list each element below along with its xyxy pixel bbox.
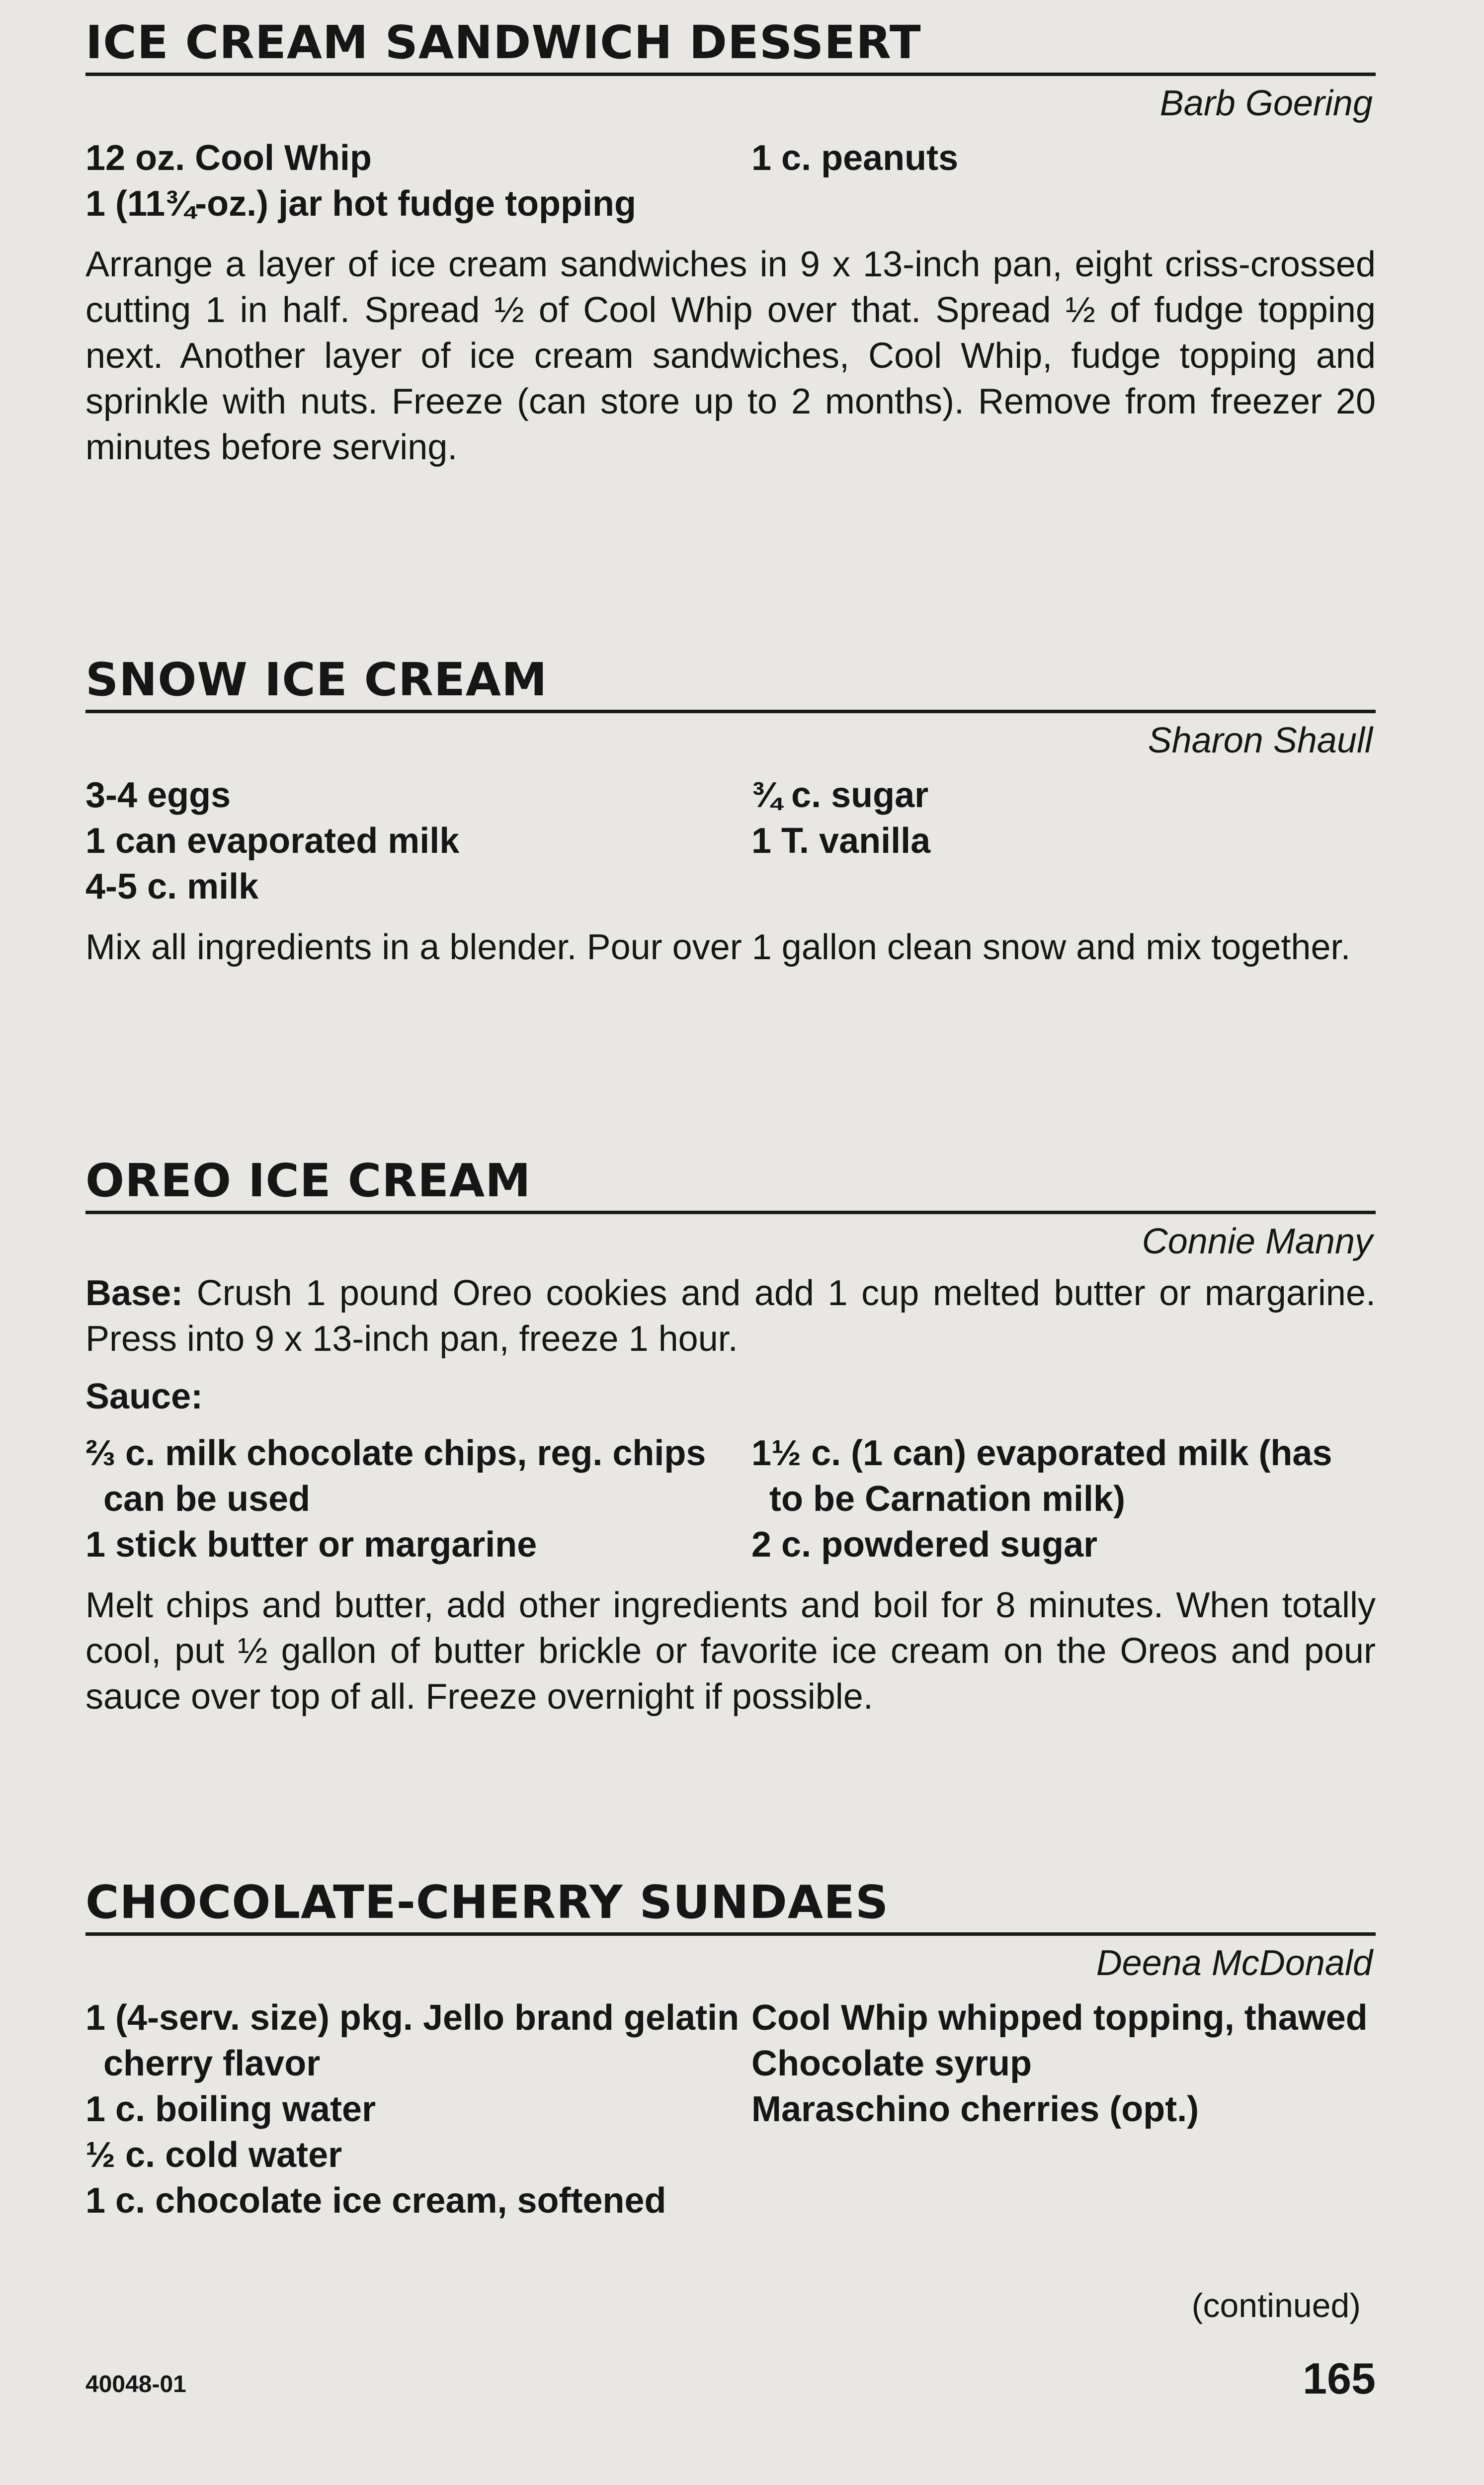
title-rule [85, 710, 1376, 713]
ingredient: ¾ c. sugar [751, 775, 929, 815]
sauce-label: Sauce: [85, 1376, 203, 1416]
ingredient: 1 c. boiling water [85, 2089, 376, 2129]
ingredient: 1 T. vanilla [751, 821, 931, 861]
instructions: Melt chips and butter, add other ingredients and boil for 8 minutes. When totally cool, put ½ gallon of butter brickle or favorite ice cream on the Oreos and pour sauce over top of all. Freeze overnight if possible. [85, 1585, 1376, 1717]
title-rule [85, 1932, 1376, 1936]
recipe-title: ICE CREAM SANDWICH DESSERT [85, 16, 921, 69]
ingredient: Maraschino cherries (opt.) [751, 2089, 1199, 2129]
base-label: Base: [85, 1273, 183, 1313]
ingredients [85, 772, 1376, 910]
ingredients-left [85, 1995, 751, 2224]
ingredients [85, 1995, 1376, 2224]
ingredient: 1 c. peanuts [751, 138, 959, 178]
page-number: 165 [1303, 2354, 1376, 2403]
recipe-chocolate-cherry-sundaes [85, 1876, 1376, 2224]
ingredients [85, 1430, 1376, 1568]
ingredients-left [85, 135, 751, 227]
title-rule [85, 73, 1376, 76]
ingredients-right [751, 1995, 1376, 2224]
base-instructions [85, 1270, 1376, 1362]
ingredient: 1 can evaporated milk [85, 821, 460, 861]
ingredient: 3-4 eggs [85, 775, 231, 815]
ingredient: 2 c. powdered sugar [751, 1524, 1098, 1565]
ingredient: 1 (11¾-oz.) jar hot fudge topping [85, 183, 636, 224]
recipe-author: Barb Goering [1159, 83, 1373, 123]
ingredient: ⅔ c. milk chocolate chips, reg. chips can be used [85, 1433, 706, 1519]
recipe-author: Connie Manny [1142, 1222, 1373, 1261]
recipe-oreo-ice-cream [85, 1154, 1376, 1720]
continued-label: (continued) [1191, 2287, 1361, 2324]
recipe-author: Sharon Shaull [1148, 721, 1373, 760]
ingredients-left [85, 772, 751, 910]
ingredient: 1 c. chocolate ice cream, softened [85, 2180, 666, 2221]
ingredients-left [85, 1430, 751, 1568]
ingredient: 12 oz. Cool Whip [85, 138, 372, 178]
ingredients-right [751, 135, 1376, 227]
instructions: Mix all ingredients in a blender. Pour over 1 gallon clean snow and mix together. [85, 927, 1351, 967]
instructions: Arrange a layer of ice cream sandwiches in 9 x 13-inch pan, eight criss-crossed cutting 1 in half. Spread ½ of Cool Whip over that. Spread ½ of fudge topping next. Another layer of ice cream sandwiches, Cool Whip, fudge topping and sprinkle with nuts. Freeze (can store up to 2 months). Remove from freezer 20 minutes before serving. [85, 244, 1376, 467]
ingredients-right [751, 1430, 1376, 1568]
recipe-snow-ice-cream [85, 653, 1376, 970]
recipe-title: SNOW ICE CREAM [85, 653, 548, 706]
ingredient: 1 stick butter or margarine [85, 1524, 537, 1565]
recipe-title: CHOCOLATE-CHERRY SUNDAES [85, 1876, 889, 1929]
recipe-title: OREO ICE CREAM [85, 1154, 531, 1207]
recipe-author: Deena McDonald [1096, 1943, 1373, 1983]
base-text: Crush 1 pound Oreo cookies and add 1 cup melted butter or margarine. Press into 9 x 13-inch pan, freeze 1 hour. [85, 1273, 1376, 1359]
ingredient: 1 (4-serv. size) pkg. Jello brand gelatin cherry flavor [85, 1997, 740, 2083]
footer-code: 40048-01 [85, 2371, 186, 2398]
ingredient: 4-5 c. milk [85, 866, 259, 907]
ingredients-right [751, 772, 1376, 910]
ingredient: ½ c. cold water [85, 2135, 342, 2175]
title-rule [85, 1211, 1376, 1214]
ingredient: Chocolate syrup [751, 2043, 1032, 2083]
ingredients [85, 135, 1376, 227]
recipe-ice-cream-sandwich-dessert [85, 16, 1376, 470]
ingredient: 1½ c. (1 can) evaporated milk (has to be Carnation milk) [751, 1433, 1332, 1519]
ingredient: Cool Whip whipped topping, thawed [751, 1997, 1368, 2038]
